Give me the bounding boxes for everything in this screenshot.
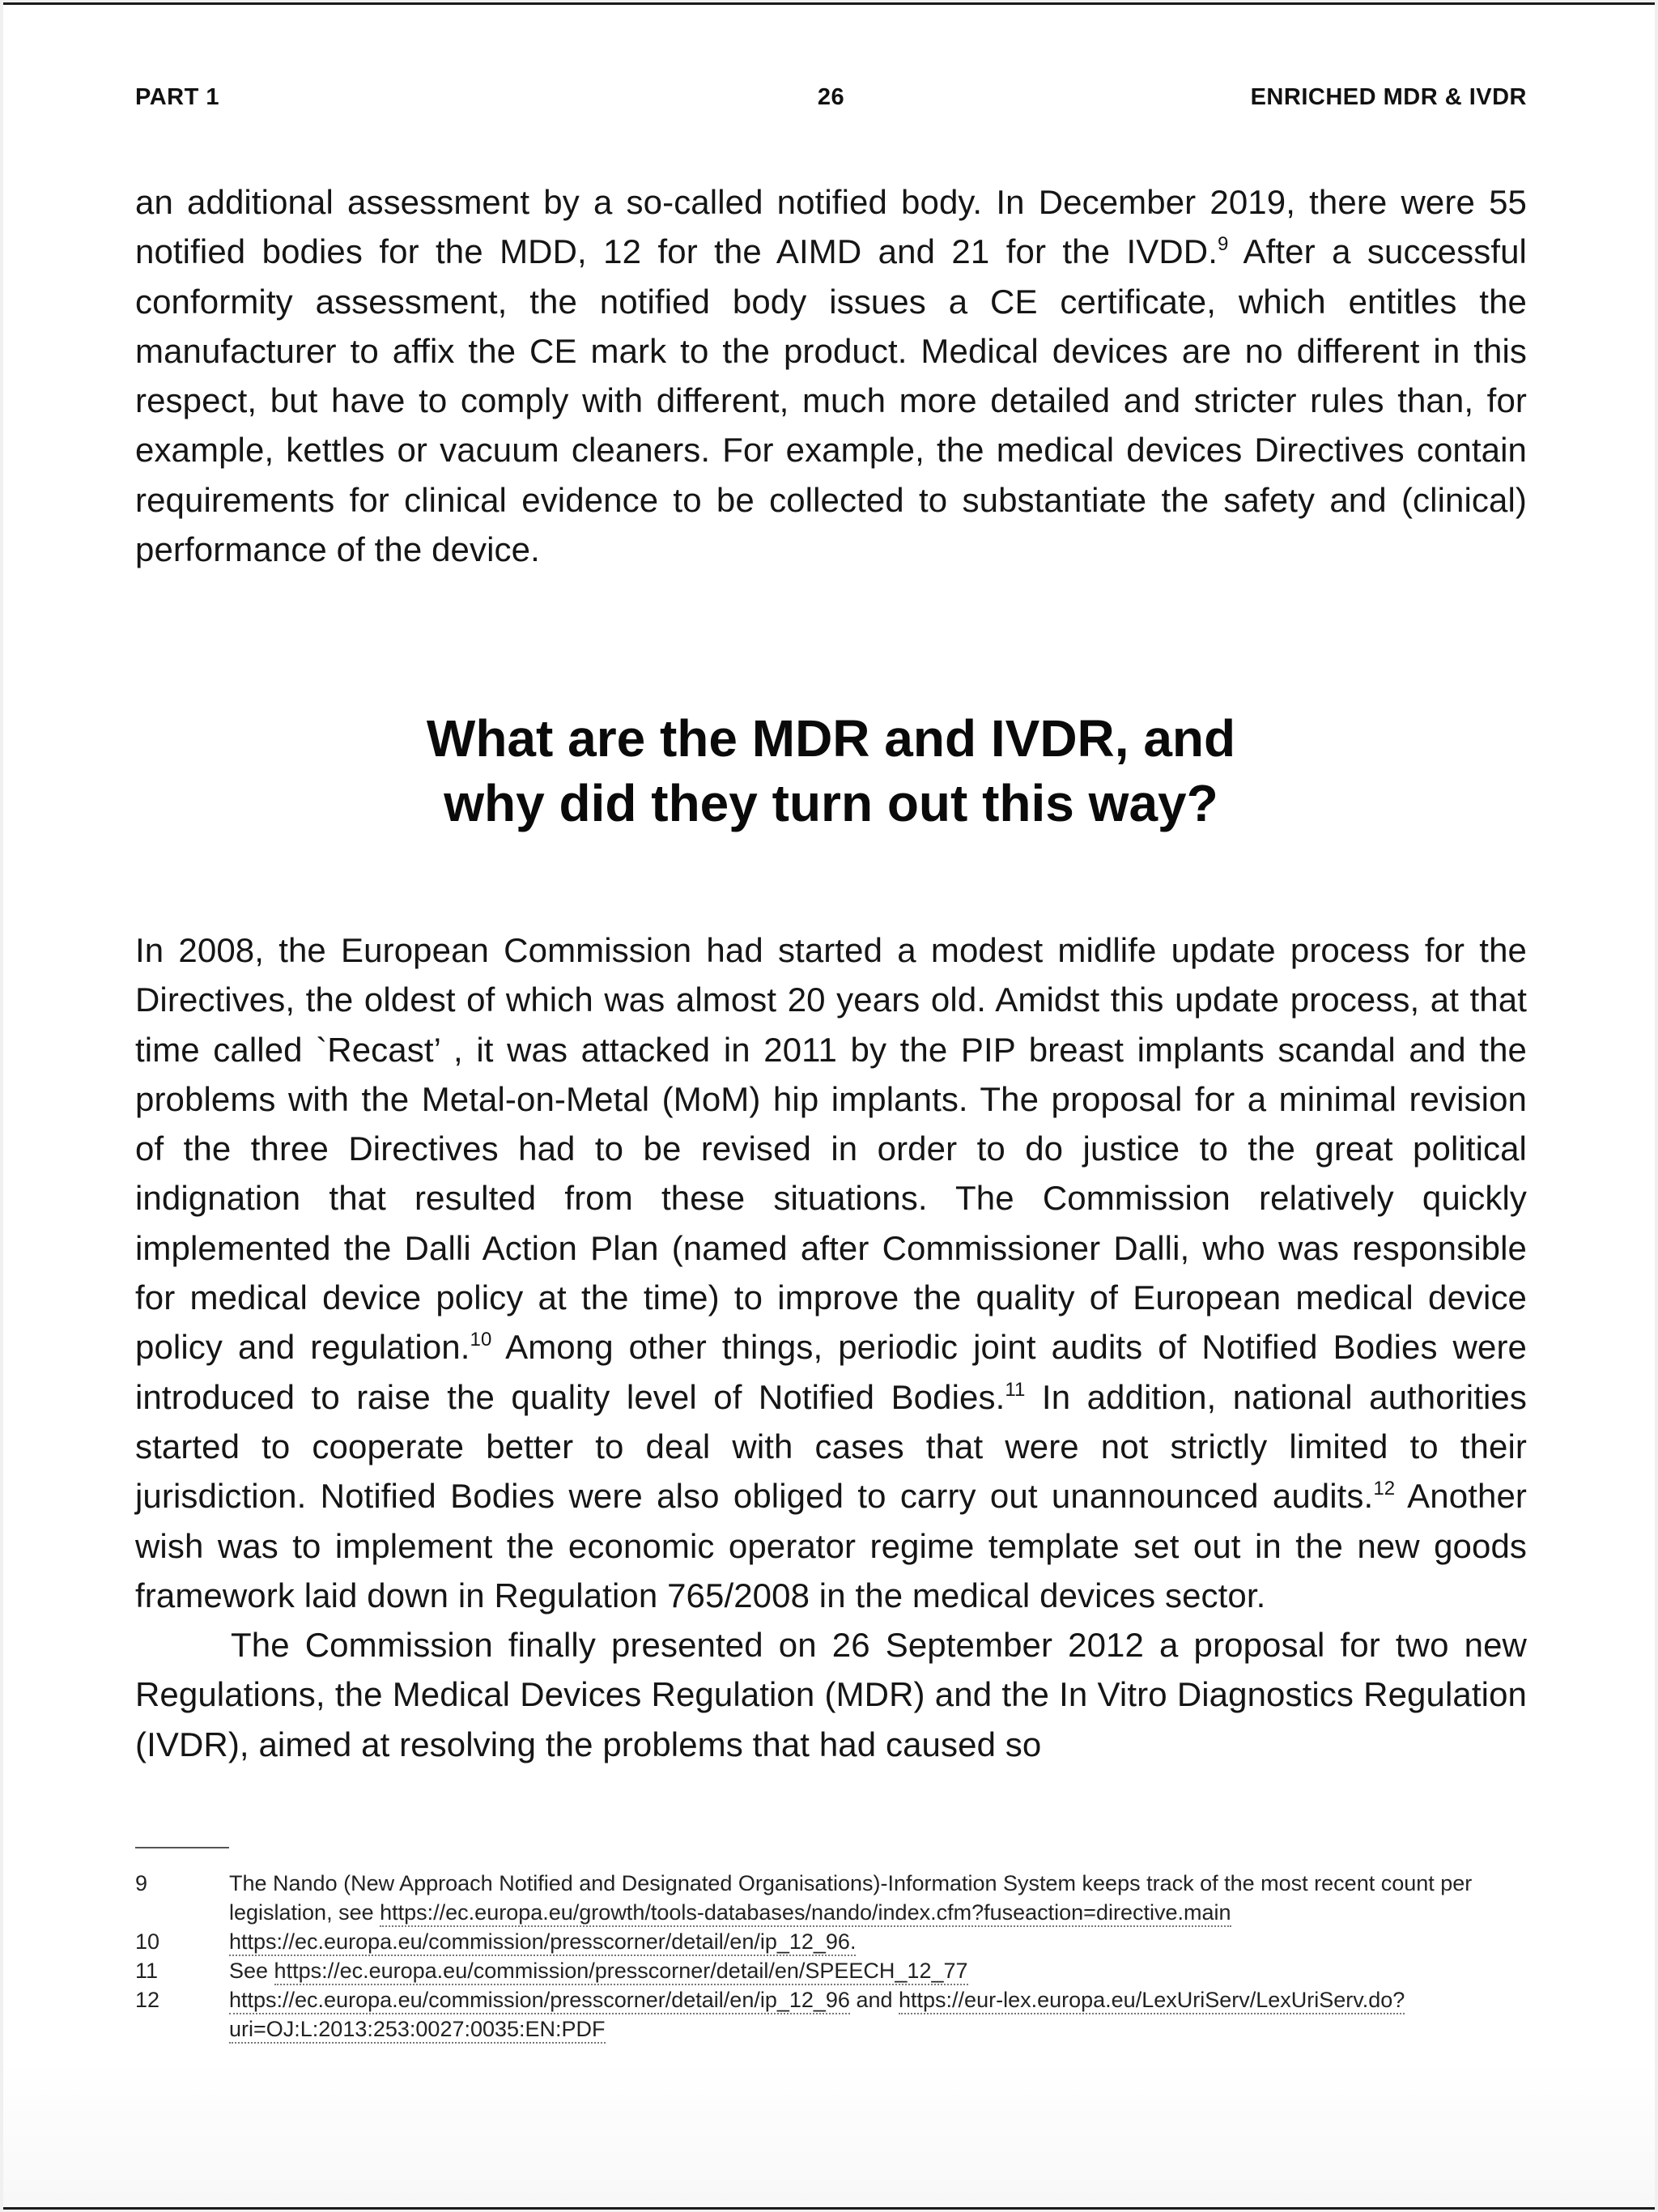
footnote-11: 11 See https://ec.europa.eu/commission/presscorner/detail/en/SPEECH_12_77 xyxy=(135,1956,1527,1985)
footnote-link[interactable]: https://ec.europa.eu/growth/tools-databases/nando/index.cfm?fuseaction=directive.main xyxy=(380,1900,1231,1927)
running-header xyxy=(135,84,1527,117)
footnote-link-2[interactable]: https://eur-lex.europa.eu/LexUriServ/LexUriServ.do?uri=OJ:L:2013:253:0027:0035:EN:PDF xyxy=(229,1988,1405,2044)
document-page xyxy=(3,2,1655,2210)
footnote-link[interactable]: https://ec.europa.eu/commission/presscorner/detail/en/ip_12_96 xyxy=(229,1988,850,2014)
paragraph: an additional assessment by a so-called notified body. In December 2019, there were 55 notified bodies for the MDD, 12 for the AIMD and 21 for the IVDD.$^9$ After a successful conformity assessment, the notified body issues a CE certificate, which entitles the manufacturer to affix the CE mark to the product. Medical devices are no different in this respect, but have to comply with different, much more detailed and stricter rules than, for example, kettles or vacuum cleaners. For example, the medical devices Directives contain requirements for clinical evidence to be collected to substantiate the safety and (clinical) performance of the device. xyxy=(135,183,1527,569)
footnote-number: 10 xyxy=(135,1929,160,1954)
page-number: 26 xyxy=(817,84,845,110)
footnote-link[interactable]: https://ec.europa.eu/commission/presscorner/detail/en/SPEECH_12_77 xyxy=(274,1959,968,1985)
intro-paragraph-block xyxy=(135,177,1527,574)
footnote-divider xyxy=(135,1847,229,1848)
book-title: ENRICHED MDR & IVDR xyxy=(1250,84,1527,110)
footnote-10 xyxy=(135,1927,1527,1956)
part-label: PART 1 xyxy=(135,84,219,110)
footnote-ref-10[interactable]: 10 xyxy=(470,1329,492,1351)
paragraph: In 2008, the European Commission had started a modest midlife update process for the Directives, the oldest of which was almost 20 years old. Amidst this update process, at that time called `Recast’ , it was attacked in 2011 by the PIP breast implants scandal and the problems with the Metal-on-Metal (MoM) hip implants. The proposal for a minimal revision of the three Directives had to be revised in order to do justice to the great political indignation that resulted from these situations. The Commission relatively quickly implemented the Dalli Action Plan (named after Commissioner Dalli, who was responsible for medical device policy at the time) to improve the quality of European medical device policy and regulation.$^{10}$ Among other things, periodic joint audits of Notified Bodies were introduced to raise the quality level of Notified Bodies.$^{11}$ In addition, national authorities started to cooperate better to deal with cases that were not strictly limited to their jurisdiction. Notified Bodies were also obliged to carry out unannounced audits.$^{12}$ Another wish was to implement the economic operator regime template set out in the new goods framework laid down in Regulation 765/2008 in the medical devices sector. xyxy=(135,931,1527,1614)
section-body xyxy=(135,925,1527,1769)
footnote-12: 12 https://ec.europa.eu/commission/presscorner/detail/en/ip_12_96 and https://eur-lex.europa.eu/LexUriServ/LexUriServ.do?uri=OJ:L:2013:253:0027:0035:EN:PDF xyxy=(135,1985,1527,2044)
footnote-number: 11 xyxy=(135,1959,159,1983)
footnotes xyxy=(135,1869,1527,2044)
footnote-9: 9 The Nando (New Approach Notified and Designated Organisations)-Information System keeps track of the most recent count per legislation, see https://ec.europa.eu/growth/tools-databases/nando/index.cfm?fuseaction=directive.main xyxy=(135,1869,1527,1927)
paragraph: The Commission finally presented on 26 September 2012 a proposal for two new Regulations, the Medical Devices Regulation (MDR) and the In Vitro Diagnostics Regulation (IVDR), aimed at resolving the problems that had caused so xyxy=(135,1626,1527,1763)
footnote-number: 12 xyxy=(135,1988,160,2012)
footnote-number: 9 xyxy=(135,1871,148,1895)
section-heading: What are the MDR and IVDR, and why did they turn out this way? xyxy=(426,709,1236,832)
footnote-ref-9[interactable]: 9 xyxy=(1218,233,1229,256)
footnote-ref-12[interactable]: 12 xyxy=(1373,1478,1396,1500)
footnote-link[interactable]: https://ec.europa.eu/commission/presscorner/detail/en/ip_12_96. xyxy=(229,1929,856,1956)
footnote-ref-11[interactable]: 11 xyxy=(1005,1378,1026,1401)
